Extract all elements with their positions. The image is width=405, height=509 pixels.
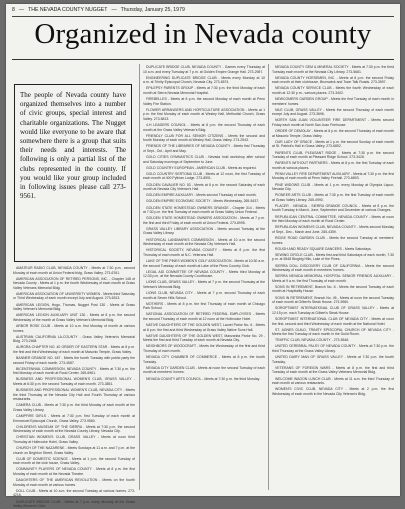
- club-listing: UNITED DAIRY MAN OF GRASS VALLEY - Meets at 7:30 p.m. the fourth Tuesday.: [272, 355, 394, 364]
- club-listing: ROUGH AND READY SQUARE DANCERS - Meets Saturdays.: [275, 246, 372, 251]
- club-listing: VETERANS OF FOREIGN WARS - Meets at 8 p.m. the first and third Tuesday of each month at the Grass Valley Veterans Memorial Bldg.: [272, 365, 394, 375]
- club-listing: ORDER OF DEMOLAY - Meets at 8 p.m. the second Thursday of each month at Masonic Temple, Grass Valley.: [272, 129, 394, 138]
- club-listing: GOLDEN STATE HOMESTEAD OWNERS ASSOCIATION - Meets at 7 p.m. the first and third Friday of each month at Union Federal. 273-8995.: [143, 216, 265, 225]
- club-listing: SONS IN RETIREMENT, Branch No. 45 - Meets at noon the second Tuesday of each month at Gilbert's Steak House. 273-5960.: [272, 295, 394, 305]
- page-header: 8 — THE NEVADA COUNTY NUGGET — Thursday, January 25, 1979: [12, 7, 394, 17]
- club-listing: OUR LADY OF GRACE - Meets at 1 p.m. the second Sunday of each month at St. Patrick's Hall in Grass Valley. 273-6852.: [272, 139, 394, 149]
- club-listing: TRAFFIC CLUB, NEVADA COUNTY - 273-5548.: [275, 338, 350, 343]
- club-listing: GOLD CITIES GYMNASTICS CLUB - Nevada hold workshop after school and Saturday mornings of September to June.: [143, 155, 265, 164]
- club-listing: MOTHERS - Meets at 8 p.m. the first Thursday of each month at Chicago Park School.: [143, 301, 265, 311]
- club-listing: PARENTS CLUB, PLEASANT RIDGE - Meets at 7:30 p.m. the second Tuesday of each month at Pleasant Ridge School. 273-3428.: [272, 150, 394, 160]
- club-listing: AURORA CHAPTER NO. 40 ORDER OF EASTERN STAR - Meets at 8 p.m. the first and third Wednesday of each month at Masonic Temple, Grass Valley.: [13, 345, 135, 354]
- club-listing: AMATEUR RADIO CLUB, NEVADA COUNTY - Meets at 7:30 p.m., second Monday of each month at Union Federal bldg, Grass Valley. 273-6761.: [13, 266, 135, 275]
- club-listing: ENGINEERING DUPLICATE BRIDGE CLUB - Meets every Monday at 10 a.m. at Trinity Episcopal Church, Nevada City. 273-6574.: [143, 75, 265, 85]
- club-listing: LAKE OF THE PINES WOMEN'S GOLF ASSOCIATION - Meets at 10:30 a.m. the second Tuesday of each month at Lake of the Pines Country Club.: [143, 258, 265, 268]
- club-listing: AMERICAN ASSOCIATION OF RETIRED PERSONS, INC. - Chapter 148 of Nevada County - Meets at 1 p.m. the fourth Wednesday of each month at Grass Valley Veterans Memorial Bldg.: [13, 276, 135, 290]
- club-listing: DAUGHTERS OF THE AMERICAN REVOLUTION - Meets on the fourth Monday of each month at various homes.: [13, 478, 135, 487]
- club-listing: PIONEER ARTS CLUB - Meets at 7:30 p.m. the first Tuesday of each month at Grass Valley Library. 265-4990.: [272, 193, 394, 202]
- club-listing: CLUB OF DOMESTIC SCIENCE - Meets at 1 p.m. the second Tuesday of each month at the club house, Grass Valley.: [13, 456, 135, 466]
- column-divider: [139, 64, 140, 490]
- club-listing: NORTH SAN JUAN VOLUNTEER FIRE DEPARTMENT - Meets second Friday each month at North San Juan Firehouse.: [272, 118, 394, 127]
- listing-column-1: [13, 266, 135, 509]
- club-listing: PLACER - NEVADA - SIERRA GRANGE COUNCIL - Meets at 8 p.m. the fourth Tuesday in March, June, September and December at various Granges.: [272, 203, 394, 213]
- club-listing: CHRISTIAN WOMEN'S CLUB, GRASS VALLEY - Meets at noon third Thursday at Holbrooke Hotel, Grass Valley.: [13, 435, 135, 444]
- club-listing: DUPLICATE BRIDGE CLUB - Meets at 7 p.m. every Monday at the Grass Valley Women's Club.: [13, 499, 135, 509]
- club-listing: AMERICAN LEGION, Hugo, Thomas, Nugget Post 130 - Meets at Grass Valley Veteran's Memorial Bldg.: [13, 302, 135, 312]
- club-listing: CAMPFIRE GIRLS - Meets at 7:30 p.m. first Tuesday of each month at Emmanuel Episcopal Church, Grass Valley. 273-9560.: [13, 414, 135, 423]
- club-listing: FIREBELLES - Meets at 8 p.m. the second Monday of each month at Penn Valley Fire Station.: [143, 97, 265, 106]
- club-listing: SIERRA DOLL DISCOVERY CLUB OF CALIFORNIA - Meets the second Wednesday of each month in members' homes.: [272, 263, 394, 273]
- club-listing: DUPLICATE BRIDGE CLUB, NEVADA COUNTY - Games every Thursday at 10 a.m. and every Tuesday at 7 p.m. at Golden Empire Grange Hall. 273-2987.: [143, 65, 265, 74]
- club-listing: GOLD COUNTRY EUROPEAN - AMERICAN CLUB - Meets as required.: [146, 165, 257, 170]
- paper-name: THE NEVADA COUNTY NUGGET: [28, 7, 108, 13]
- club-listing: CAMERA CLUB - Meets at 7:30 p.m. the third Monday of each month at the Grass Valley Library.: [13, 403, 135, 412]
- club-listing: NEVADA COUNTY HORSEMEN, INC. - Meets at 8 p.m. the second Friday each month at their clubhouse, Brunswick and Town Talk Roads. 273-3597.: [272, 75, 394, 85]
- club-listing: NEVADA COUNTY GEM & MINERAL SOCIETY - Meets at 7:30 p.m. the third Tuesday each month at the Nevada City Library. 273-5681.: [272, 65, 394, 74]
- club-listing: ARBOR ROSE CLUB - Meets at 10 a.m. first Monday of month at various homes.: [13, 323, 135, 333]
- listing-column-3: [272, 65, 394, 492]
- club-listing: FRIENDS OF THE LIBRARIES OF NEVADA COUNTY - Meets first Thursday of Sept., Oct., April and May.: [143, 144, 265, 153]
- headline-rule: [12, 59, 394, 60]
- club-listing: EPILEPSY PARENTS GROUP - Meets at 7:30 p.m. the third Monday of each month at Sierra Nevada Memorial Hospital.: [143, 86, 265, 95]
- club-listing: FLOWER ARRANGERS AND HORTICULTURE ASSOCIATION - Meets at 1 p.m. the first Monday of each month at Wesley Hall, Methodist Church, Grass Valley. 273-5813.: [143, 107, 265, 121]
- club-listing: WELCOME WAGON LUNCH CLUB - Meets at 11 a.m. the third Thursday of each month at various restaurants.: [272, 376, 394, 386]
- club-listing: PINE WIDOWS CLUB - Meets at 1 p.m. every Monday at Olympia Liquor, Nevada City.: [272, 182, 394, 192]
- club-listing: NEWCOMERS GARDEN GROUP - Meets the first Tuesday of each month in members' homes.: [272, 97, 394, 106]
- club-listing: DOLL CLUB - Meets at 10 a.m. the second Tuesday at various homes. 273-4216.: [13, 488, 135, 498]
- club-listing: SIERRA NEVADA MEMORIAL HOSPITAL SENIOR FRIENDS AUXILIARY - Meets at 9 a.m. the first Thursday of each month.: [272, 274, 394, 283]
- club-listing: 4-H LEADERS COUNCIL - Meets at 8 p.m. the second Thursday of each month at the Grass Valley Veteran's Bldg.: [143, 122, 265, 132]
- club-listing: BUSINESS AND PROFESSIONAL WOMEN'S CLUB, NEVADA CITY - Meets the third Thursday at the Nevada City Hall and Fourth Thursday at various restaurants.: [13, 388, 135, 402]
- club-listing: UNITED CEREBRAL PALSY OF NEVADA COUNTY - Meets at 7:30 p.m. the third Thursday at the Grass Valley Library.: [272, 344, 394, 354]
- page-number: 8: [12, 7, 15, 13]
- newspaper-page: [6, 4, 400, 509]
- issue-date: Thursday, January 25, 1979: [120, 7, 185, 13]
- club-listing: SONS IN RETIREMENT, Branch No. 8 - Meets the second Tuesday of each month at Hospitality House.: [272, 284, 394, 294]
- club-listing: BUSINESS AND PROFESSIONAL WOMEN'S CLUB, GRASS VALLEY - Meets at 6:30 p.m. the second Tuesday of each month. 273-3851.: [13, 377, 135, 386]
- club-listing: NATIVE DAUGHTERS OF THE GOLDEN WEST, Manzanita Parlor No. 29 - Meets the first and third Tuesday of each month at Nevada City.: [143, 333, 265, 343]
- club-listing: GOLD COUNTRY SERTOMA CLUB - Meets at 12 noon, the first Tuesday of each month at 400 Pythian Lodge. 273-8591.: [143, 171, 265, 181]
- club-listing: AMERICAN ASSOCIATION OF UNIVERSITY WOMEN - Meets third Saturday or Third Wednesday of each month except July and August. 273-6513.: [13, 291, 135, 301]
- club-listing: WOMEN'S CIVIC CLUB, NEVADA CITY - Meets at 2 p.m. the first Wednesday of each month in the Nevada City Veteran's Bldg.: [272, 387, 394, 396]
- club-listing: AUSTRIAN CALIFORNIA LA-COUNTY - Grass Valley Veteran's Memorial Bldg. 273-2468.: [13, 334, 135, 344]
- club-listing: SOROPTIMIST INTERNATIONAL CLUB OF GRASS VALLEY - Meets at 12:15 p.m. each Tuesday at Gilbert's Steak House.: [272, 306, 394, 315]
- club-listing: LEGAL AID COMMITTEE OF NEVADA COUNTY - Meets third Monday at 12:30 p.m. at the Nevada County Courthouse.: [143, 269, 265, 279]
- club-listing: HISTORICAL SOCIETY, NEVADA COUNTY - Meets at 8 p.m. the first Thursday of each month at N.C. Veterans Hall.: [143, 248, 265, 257]
- club-listing: BICENTENNIAL COMMISSION, NEVADA COUNTY - Meets at 7:30 p.m. the first Monday of each month at Rood Center. 265-6961.: [13, 366, 135, 376]
- club-listing: NEVADA COUNTY ARTS COUNCIL - Meets at 7:30 p.m. the third Monday.: [146, 376, 261, 381]
- club-listing: NEIGHBORS OF WOODCRAFT - Meets the Wednesday of the first and third Thursday of each month.: [143, 344, 265, 354]
- club-listing: AMERICAN LEGION AUXILIARY UNIT 130 - Meets at 8 p.m. the second Wednesday of the month at Grass Valley Veteran's Memorial Bldg.: [13, 313, 135, 322]
- club-listing: GOLDEN EMPIRE ECONOMIC SOCIETY - Meets Wednesday, 265-5437.: [146, 199, 260, 204]
- club-listing: COMMUNITY PLAYERS OF NEVADA COUNTY - Meets at 8 p.m. the first Monday of each month at the Nevada Theatre.: [13, 467, 135, 477]
- club-listing: NILE CLUB, GRASS VALLEY - Meets the second Thursday of each month except July and August. 273-3696.: [272, 107, 394, 117]
- club-listing: PARENTS WITHOUT PARTNERS - Meets at 8 p.m. the first Tuesday of each month at various places.: [272, 161, 394, 170]
- club-listing: NATIVE DAUGHTERS OF THE GOLDEN WEST, Laurel Parlor No. 6 - Meets at 8 p.m. the first and third Wednesday at Grass Valley Native Sons Hall.: [143, 323, 265, 332]
- club-listing: CHURCH OF THE NAZARENE - Meets Sundays at 11 a.m. and 7 p.m. at the church on Brighton Street, Grass Valley.: [13, 446, 135, 455]
- club-listing: GOLDEN STATE HOMESTEAD OWNERS GRANGE - Chapter 314 - Meets at 7:30 p.m. the first Tuesday of each month at Grass Valley Union Federal.: [143, 205, 265, 215]
- club-listing: RIDGE ROAD GARDEN CLUB - Meets the second Tuesday at members' homes.: [272, 236, 394, 245]
- club-listing: LIONS CLUB, GRASS VALLEY - Meets at 7 p.m. the second Thursday at the Veteran's Memorial Bldg.: [143, 280, 265, 289]
- club-listing: NATIONAL ASSOCIATION OF RETIRED FEDERAL EMPLOYEES - Meets the second Thursday of each month at 12 noon at the Holbrooke Hotel.: [143, 312, 265, 321]
- club-listing: BANNER GRANGE NO. 487 - Meets the fourth Tuesday with public party the second Friday of each month. 273-4587.: [13, 356, 135, 365]
- headline: Organized in Nevada county: [34, 18, 372, 50]
- club-listing: GRASS VALLEY LIBRARY ASSOCIATION - Meets second Tuesday at the Grass Valley Library.: [143, 226, 265, 236]
- listing-column-2: [143, 65, 265, 492]
- club-listing: NEVADA CITY GARDEN CLUB - Meets at noon the second Tuesday of each month at members' homes.: [143, 365, 265, 375]
- club-listing: LIONS CLUB, NEVADA CITY - Meets at 7 p.m. second Thursday of each month at Seven Hills School.: [143, 291, 265, 300]
- club-listing: CHILDREN'S MUSEUM OF THE SIERRA - Meets at 7:30 p.m. the second Wednesday of each month at the Nevada County Library, Nevada City.: [13, 424, 135, 434]
- club-listing: FRIENDLY CLUB FOR ALL SENIOR CITIZENS - Meets the second and fourth Monday of each month at Wesley Hall, Grass Valley. 273-2543.: [143, 133, 265, 143]
- club-listing: SOROPTIMIST INTERNATIONAL CLUB OF NEVADA CITY - Meets at noon the first, second and third Wednesday of each month at the National Hotel.: [272, 316, 394, 326]
- club-listing: NEVADA COUNTY SERVICE CLUB - Meets the fourth Wednesday of each month at 12:30 p.m., various places. 273-3402.: [272, 86, 394, 95]
- club-listing: PENN VALLEY FIRE DEPARTMENT AUXILIARY - Meets at 7:30 p.m. the first Monday of each month at Penn Valley Firehall. 273-6893.: [272, 171, 394, 181]
- club-listing: GOLDEN EMPIRE AUXILIARY - Meets second Thursday of each month.: [146, 193, 257, 198]
- club-listing: SEWING CIRCLE CLUB - Meets first and third Saturdays of each month, 7:30 p.m. at 5548 Bingbig Hills, Lake of the Pines.: [272, 252, 394, 262]
- club-listing: ST. AGNES GUILD, TRINITY EPISCOPAL CHURCH OF NEVADA CITY - Meets the first Tuesday of each month in the Guild Room.: [272, 327, 394, 337]
- club-listing: REPUBLICAN WOMEN'S CLUB, NEVADA COUNTY - Meets second Monday of Sept., Dec., March and June. 265-4359.: [272, 225, 394, 234]
- column-divider: [268, 64, 269, 490]
- intro-box: The people of Nevada county have organized themselves into a number of civic groups, special interest and charitable organizations. The Nugget would like everyone to be aware that somewhere there is a group that suits their needs and interests. The following is only a partial list of the clubs represented in the county. If you would like your group included in following issues please call 273-9561.: [14, 84, 132, 262]
- club-listing: REPUBLICAN CENTRAL COMMITTEE, NEVADA COUNTY - Meets at noon the third Monday of each month at Rood Center.: [272, 214, 394, 224]
- club-listing: GOLDEN CAVALIER NO. 53 - Meets at 8 p.m. the second Saturday of each month at Nevada City Veteran's Hall.: [143, 182, 265, 192]
- club-listing: NEVADA CITY CHAMBER OF COMMERCE - Meets at 8 p.m. the fourth Tuesday.: [143, 355, 265, 364]
- club-listing: HISTORICAL LANDMARKS COMMISSION - Meets at 10 a.m. the second Wednesday of each month at the Nevada City Veteran's Hall.: [143, 237, 265, 247]
